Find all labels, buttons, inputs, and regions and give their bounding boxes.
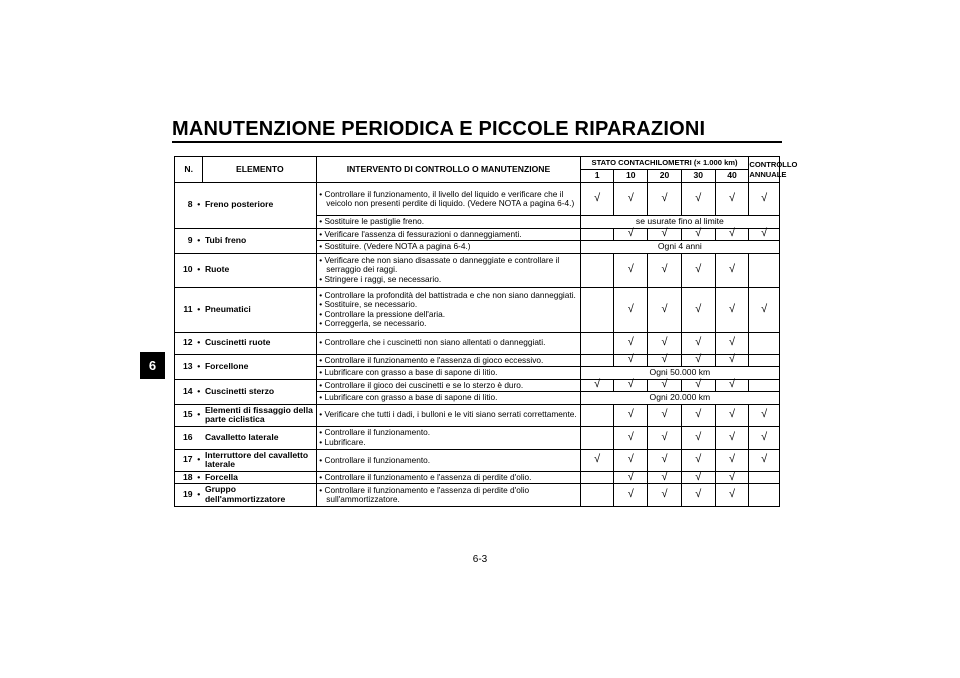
row-element: Forcella	[203, 471, 317, 484]
header-km-1: 1	[580, 170, 614, 183]
row-marker: •	[195, 379, 203, 404]
check-mark: √	[749, 449, 780, 471]
check-mark: √	[648, 471, 682, 484]
row-marker: •	[195, 471, 203, 484]
check-mark: √	[681, 228, 715, 241]
action-line: • Sostituire le pastiglie freno.	[319, 216, 425, 226]
check-mark: √	[614, 253, 648, 287]
page-number: 6-3	[472, 554, 488, 565]
check-mark: √	[648, 404, 682, 426]
row-action	[317, 216, 580, 229]
check-mark: √	[715, 484, 749, 506]
empty-cell	[749, 332, 780, 354]
check-mark: √	[648, 354, 682, 367]
check-mark: √	[648, 449, 682, 471]
check-mark: √	[681, 471, 715, 484]
action-line: • Verificare l'assenza di fessurazioni o danneggiamenti.	[319, 228, 522, 239]
row-action	[317, 287, 580, 332]
row-marker: •	[195, 332, 203, 354]
check-mark: √	[749, 228, 780, 241]
header-n: N.	[175, 157, 203, 183]
row-action	[317, 379, 580, 392]
empty-cell	[749, 354, 780, 367]
empty-cell	[580, 228, 614, 241]
action-line: • Controllare il funzionamento.	[319, 454, 431, 465]
check-mark: √	[749, 287, 780, 332]
action-line: • Lubrificare con grasso a base di sapone di litio.	[319, 392, 498, 402]
check-mark: √	[715, 471, 749, 484]
action-line: • Correggerla, se necessario.	[319, 318, 427, 328]
row-number: 13	[175, 354, 195, 379]
check-mark: √	[715, 449, 749, 471]
check-mark: √	[614, 332, 648, 354]
check-mark: √	[648, 379, 682, 392]
table-row	[175, 354, 780, 367]
header-odometer: STATO CONTACHILOMETRI (× 1.000 km)	[580, 157, 749, 170]
row-action	[317, 484, 580, 506]
check-mark: √	[749, 404, 780, 426]
row-element: Gruppo dell'ammortizzatore	[203, 484, 317, 506]
row-element: Freno posteriore	[203, 183, 317, 229]
check-mark: √	[715, 354, 749, 367]
maintenance-table	[174, 156, 798, 507]
check-mark: √	[715, 253, 749, 287]
interval-note: Ogni 20.000 km	[580, 392, 779, 405]
action-line: • Lubrificare.	[319, 436, 366, 447]
row-number: 9	[175, 228, 195, 253]
row-action	[317, 367, 580, 380]
action-line: • Controllare il funzionamento e l'assenza di perdite d'olio sull'ammortizzatore.	[319, 484, 530, 505]
check-mark: √	[715, 426, 749, 449]
row-action	[317, 241, 580, 254]
table-row	[175, 449, 780, 471]
header-annual: CONTROLLO ANNUALE	[749, 157, 780, 183]
check-mark: √	[681, 484, 715, 506]
row-marker: •	[195, 287, 203, 332]
row-marker: •	[195, 354, 203, 379]
table-row	[175, 471, 780, 484]
header-km-30: 30	[681, 170, 715, 183]
check-mark: √	[580, 183, 614, 216]
empty-cell	[580, 253, 614, 287]
interval-note: se usurate fino al limite	[580, 216, 779, 229]
header-km-10: 10	[614, 170, 648, 183]
check-mark: √	[681, 449, 715, 471]
row-action	[317, 392, 580, 405]
empty-cell	[749, 379, 780, 392]
check-mark: √	[715, 183, 749, 216]
table-row	[175, 404, 780, 426]
check-mark: √	[715, 287, 749, 332]
table-row	[175, 228, 780, 241]
action-line: • Controllare il funzionamento, il livello del liquido e verificare che il veicolo non presenti perdite di liquido. (Vedere NOTA a pagina 6-4.)	[319, 188, 575, 208]
title-underline	[172, 141, 782, 143]
action-line: • Verificare che non siano disassate o danneggiate e controllare il serraggio dei raggi.	[319, 254, 560, 275]
table-row	[175, 253, 780, 287]
check-mark: √	[715, 332, 749, 354]
row-action	[317, 471, 580, 484]
interval-note: Ogni 50.000 km	[580, 367, 779, 380]
check-mark: √	[648, 426, 682, 449]
check-mark: √	[648, 332, 682, 354]
header-action: INTERVENTO DI CONTROLLO O MANUTENZIONE	[317, 157, 580, 183]
row-action	[317, 404, 580, 426]
check-mark: √	[681, 332, 715, 354]
check-mark: √	[614, 449, 648, 471]
check-mark: √	[614, 484, 648, 506]
header-km-20: 20	[648, 170, 682, 183]
check-mark: √	[749, 426, 780, 449]
check-mark: √	[580, 379, 614, 392]
table-row	[175, 484, 780, 506]
action-line: • Verificare che tutti i dadi, i bulloni e le viti siano serrati correttamente.	[319, 409, 577, 420]
check-mark: √	[648, 484, 682, 506]
action-line: • Lubrificare con grasso a base di sapone di litio.	[319, 367, 498, 377]
action-line: • Controllare che i cuscinetti non siano allentati o danneggiati.	[319, 337, 546, 348]
check-mark: √	[681, 253, 715, 287]
header-element: ELEMENTO	[203, 157, 317, 183]
action-line: • Controllare la pressione dell'aria.	[319, 308, 446, 319]
action-line: • Controllare il funzionamento.	[319, 427, 431, 438]
check-mark: √	[681, 354, 715, 367]
row-element: Elementi di fissaggio della parte ciclistica	[203, 404, 317, 426]
header-km-40: 40	[715, 170, 749, 183]
row-element: Interruttore del cavalletto laterale	[203, 449, 317, 471]
check-mark: √	[614, 228, 648, 241]
table-row	[175, 426, 780, 449]
action-line: • Controllare il funzionamento e l'assenza di perdite d'olio.	[319, 471, 532, 482]
empty-cell	[749, 253, 780, 287]
check-mark: √	[715, 228, 749, 241]
check-mark: √	[648, 228, 682, 241]
row-action	[317, 449, 580, 471]
empty-cell	[749, 471, 780, 484]
row-marker: •	[195, 484, 203, 506]
action-line: • Controllare il funzionamento e l'assenza di gioco eccessivo.	[319, 354, 544, 365]
row-number: 18	[175, 471, 195, 484]
row-action	[317, 332, 580, 354]
action-line: • Controllare il gioco dei cuscinetti e se lo sterzo è duro.	[319, 379, 524, 390]
page-title: MANUTENZIONE PERIODICA E PICCOLE RIPARAZIONI	[172, 118, 706, 140]
row-element: Ruote	[203, 253, 317, 287]
empty-cell	[580, 404, 614, 426]
check-mark: √	[614, 404, 648, 426]
row-number: 8	[175, 183, 195, 229]
row-action	[317, 228, 580, 241]
row-marker: •	[195, 183, 203, 229]
check-mark: √	[749, 183, 780, 216]
check-mark: √	[614, 471, 648, 484]
row-number: 11	[175, 287, 195, 332]
row-element: Cavalletto laterale	[203, 426, 317, 449]
row-marker: •	[195, 449, 203, 471]
check-mark: √	[681, 404, 715, 426]
check-mark: √	[715, 379, 749, 392]
empty-cell	[580, 426, 614, 449]
check-mark: √	[614, 379, 648, 392]
check-mark: √	[648, 253, 682, 287]
action-line: • Sostituire. (Vedere NOTA a pagina 6-4.)	[319, 241, 471, 251]
row-marker: •	[195, 228, 203, 253]
table-row	[175, 183, 780, 216]
table-row	[175, 332, 780, 354]
action-line: • Controllare la profondità del battistrada e che non siano danneggiati.	[319, 289, 576, 300]
check-mark: √	[614, 287, 648, 332]
check-mark: √	[614, 354, 648, 367]
check-mark: √	[681, 287, 715, 332]
row-number: 12	[175, 332, 195, 354]
interval-note: Ogni 4 anni	[580, 241, 779, 254]
check-mark: √	[648, 183, 682, 216]
empty-cell	[580, 471, 614, 484]
row-action	[317, 354, 580, 367]
row-number: 19	[175, 484, 195, 506]
row-element: Pneumatici	[203, 287, 317, 332]
empty-cell	[580, 354, 614, 367]
row-marker: •	[195, 404, 203, 426]
check-mark: √	[681, 426, 715, 449]
check-mark: √	[715, 404, 749, 426]
row-element: Tubi freno	[203, 228, 317, 253]
row-action	[317, 183, 580, 216]
check-mark: √	[614, 426, 648, 449]
row-element: Cuscinetti ruote	[203, 332, 317, 354]
row-number: 17	[175, 449, 195, 471]
row-number: 16	[175, 426, 195, 449]
check-mark: √	[580, 449, 614, 471]
row-number: 15	[175, 404, 195, 426]
row-action	[317, 426, 580, 449]
row-element: Forcellone	[203, 354, 317, 379]
row-action	[317, 253, 580, 287]
table-row	[175, 287, 780, 332]
empty-cell	[580, 287, 614, 332]
empty-cell	[580, 332, 614, 354]
check-mark: √	[681, 183, 715, 216]
row-number: 10	[175, 253, 195, 287]
empty-cell	[580, 484, 614, 506]
row-element: Cuscinetti sterzo	[203, 379, 317, 404]
row-number: 14	[175, 379, 195, 404]
row-marker	[195, 426, 203, 449]
check-mark: √	[681, 379, 715, 392]
table-row	[175, 379, 780, 392]
check-mark: √	[614, 183, 648, 216]
empty-cell	[749, 484, 780, 506]
action-line: • Stringere i raggi, se necessario.	[319, 273, 442, 284]
row-marker: •	[195, 253, 203, 287]
section-tab: 6	[140, 352, 165, 379]
check-mark: √	[648, 287, 682, 332]
action-line: • Sostituire, se necessario.	[319, 299, 418, 309]
